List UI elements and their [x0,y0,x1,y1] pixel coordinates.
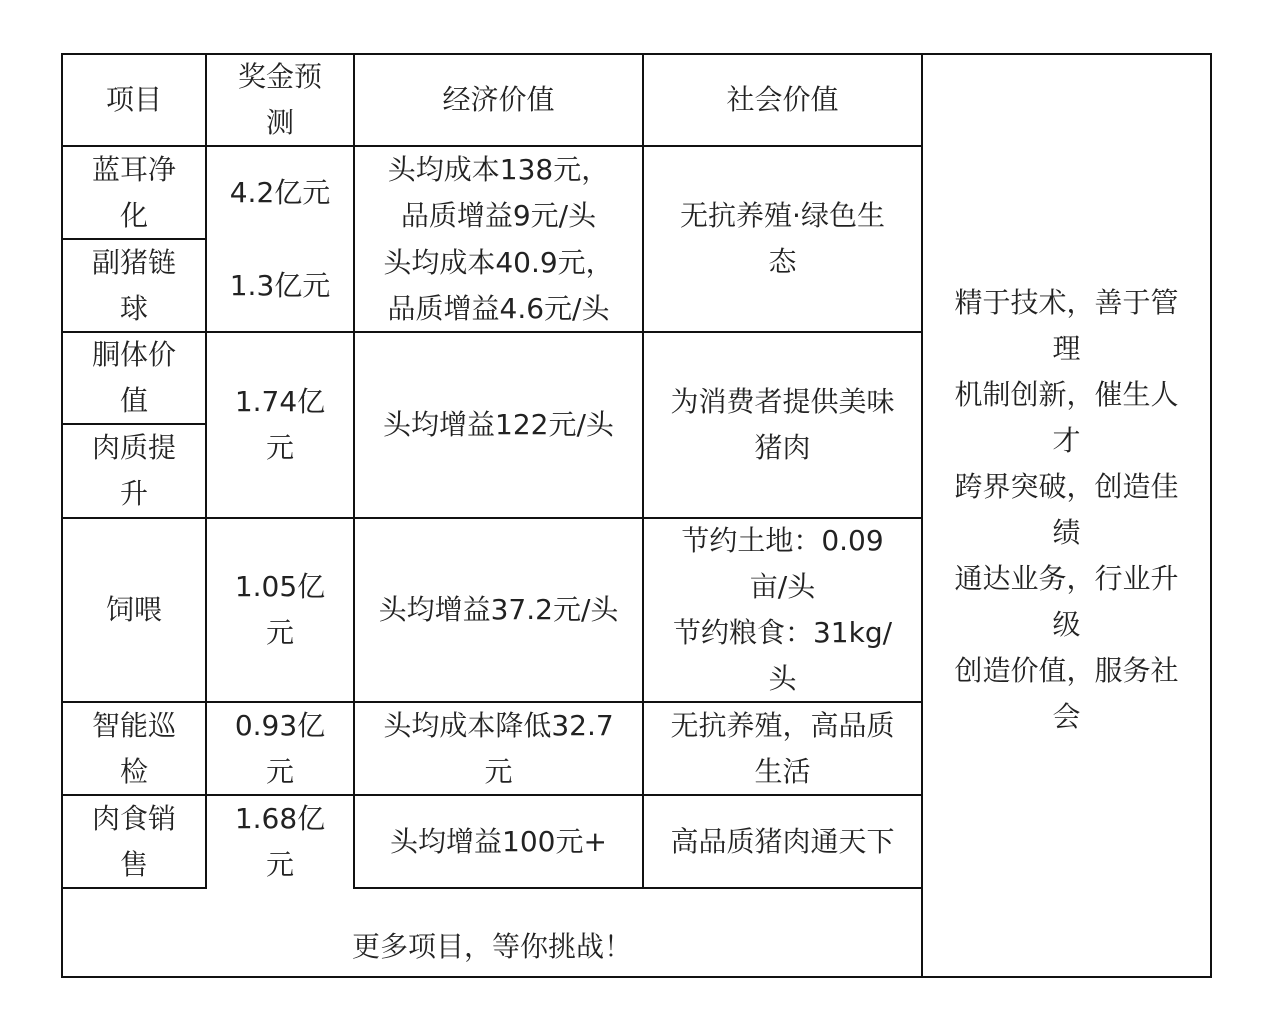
header-bonus: 奖金预 测 [237,60,322,139]
row-3-project: 胴体价 值 [91,338,176,417]
row-6-economic: 头均成本降低32.7 元 [383,708,614,788]
bonus-rows-3-4: 1.74亿 元 [234,385,326,464]
side-column-values: 精于技术，善于管 理 机制创新，催生人 才 跨界突破，创造佳 绩 通达业务，行业升 级 创造价值，服务社 会 [954,285,1179,733]
row-6-social: 无抗养殖，高品质 生活 [670,708,895,788]
row-2-project: 副猪链 球 [91,245,176,325]
social-value-rows-1-2: 无抗养殖·绿色生 态 [680,199,885,278]
row-5-social: 节约土地：0.09 亩/头 节约粮食：31kg/ 头 [672,524,893,695]
row-6-project: 智能巡 检 [91,708,176,788]
row-5-economic: 头均增益37.2元/头 [378,593,619,626]
row-2-economic: 头均成本40.9元， 品质增益4.6元/头 [383,245,614,325]
row-1-project: 蓝耳净 化 [91,152,176,232]
social-rows-3-4: 为消费者提供美味 猪肉 [670,385,895,464]
economic-rows-3-4: 头均增益122元/头 [383,408,614,441]
row-5-bonus: 1.05亿 元 [234,570,326,649]
header-social-value: 社会价值 [726,83,839,116]
row-1-bonus: 4.2亿元 [229,175,331,209]
row-7-economic: 头均增益100元+ [390,824,607,858]
row-7-bonus: 1.68亿 元 [234,801,326,881]
header-economic-value: 经济价值 [442,83,555,116]
row-6-bonus: 0.93亿 元 [234,708,326,788]
row-7-project: 肉食销 售 [91,801,176,881]
header-project: 项目 [105,83,162,116]
project-table [61,53,1212,978]
row-1-economic: 头均成本138元， 品质增益9元/头 [387,152,610,232]
footer-note: 更多项目，等你挑战！ [351,930,632,963]
row-7-social: 高品质猪肉通天下 [670,824,895,858]
row-5-project: 饲喂 [105,593,162,626]
row-4-project: 肉质提 升 [91,431,176,510]
row-2-bonus: 1.3亿元 [229,268,331,302]
